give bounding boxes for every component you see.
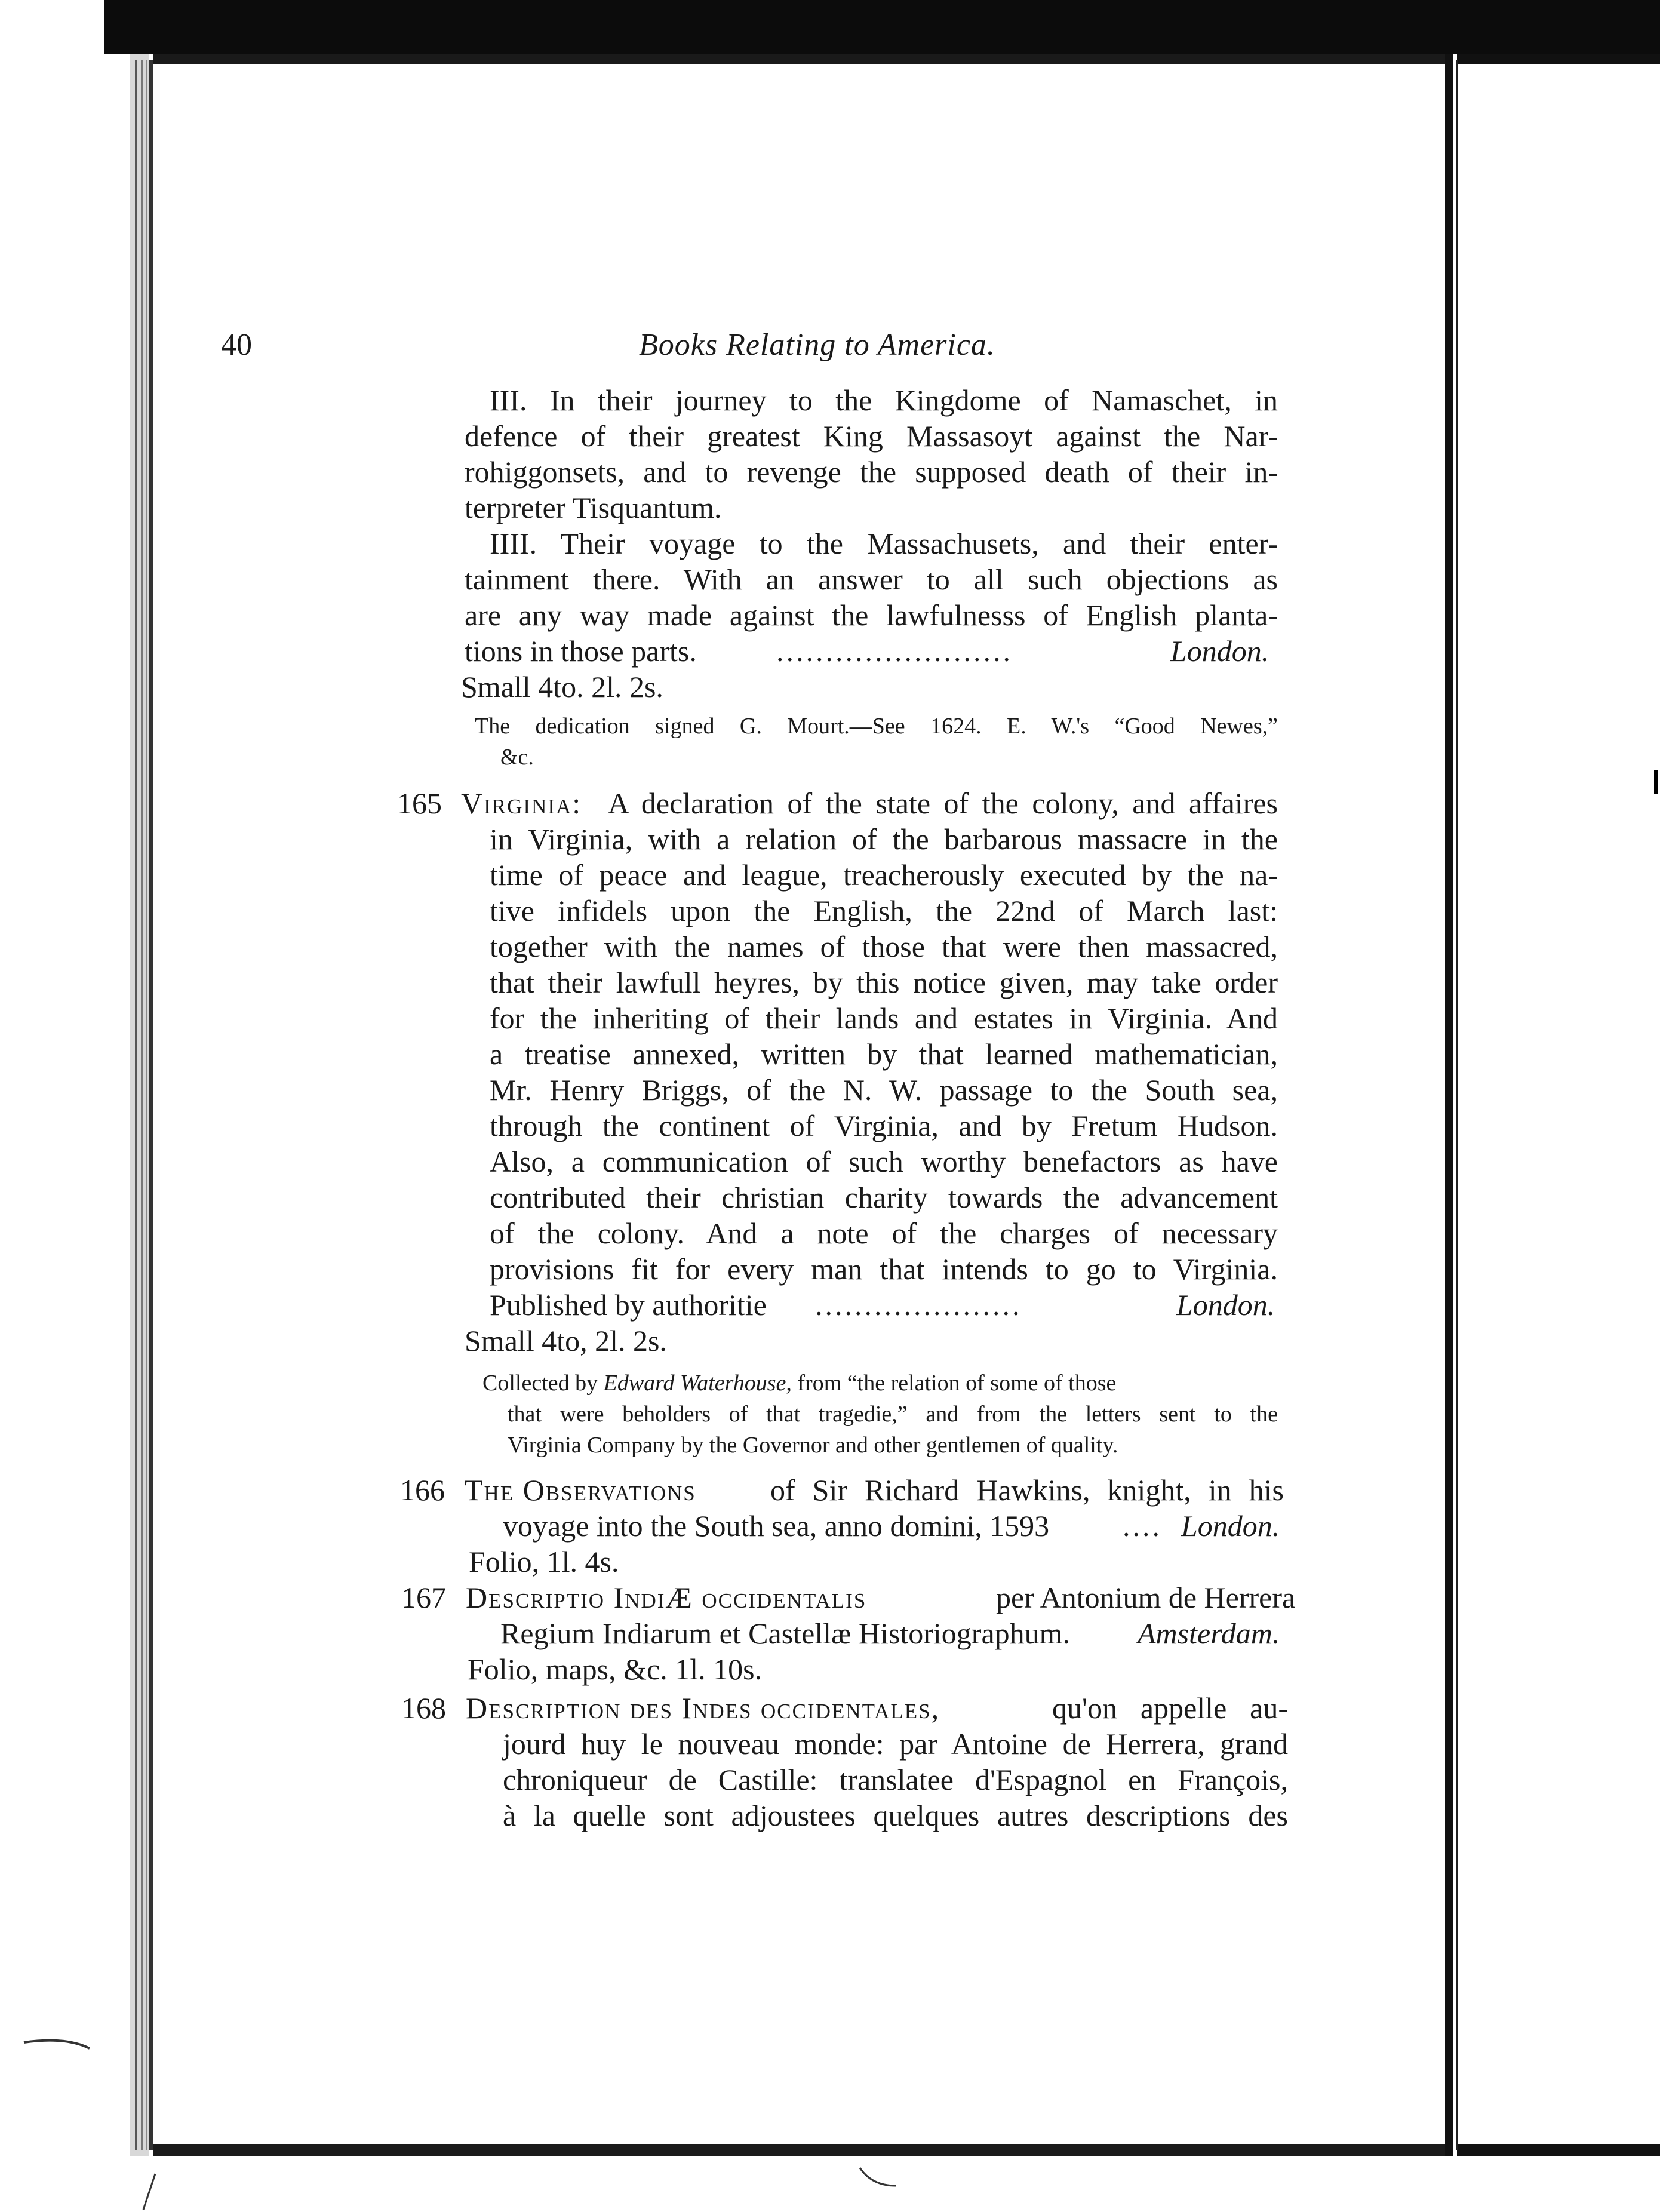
entry-head: The Observations bbox=[465, 1473, 696, 1507]
imprint-place: London. bbox=[1181, 1509, 1280, 1543]
text-line: of the colony. And a note of the charges of necessary bbox=[490, 1216, 1278, 1250]
text-line: time of peace and league, treacherously executed by the na- bbox=[490, 858, 1278, 892]
running-title: Books Relating to America. bbox=[639, 328, 995, 362]
note-line: Virginia Company by the Governor and other gentlemen of quality. bbox=[508, 1433, 1118, 1458]
text-line: together with the names of those that were then massacred, bbox=[490, 930, 1278, 963]
entry-head: Virginia: bbox=[461, 787, 582, 820]
text-line: Regium Indiarum et Castellæ Historiographum. bbox=[500, 1617, 1071, 1650]
note-prefix: Collected by bbox=[482, 1371, 598, 1396]
text-line: qu'on appelle au- bbox=[1052, 1691, 1288, 1725]
note-line: that were beholders of that tragedie,” and from the letters sent to the bbox=[508, 1402, 1278, 1427]
note-line: The dedication signed G. Mourt.—See 1624. E. W.'s “Good Newes,” bbox=[475, 714, 1278, 739]
text-line: of Sir Richard Hawkins, knight, in his bbox=[770, 1473, 1284, 1507]
format-price: Folio, maps, &c. 1l. 10s. bbox=[468, 1652, 763, 1686]
text-line: Published by authoritie bbox=[490, 1288, 767, 1322]
text-line: provisions fit for every man that intends to go to Virginia. bbox=[490, 1252, 1278, 1286]
text-line: through the continent of Virginia, and by Fretum Hudson. bbox=[490, 1109, 1278, 1142]
imprint-place: Amsterdam. bbox=[1138, 1617, 1280, 1650]
entry-head: Description des Indes occidentales, bbox=[466, 1691, 940, 1725]
leader-dots: .... bbox=[1123, 1509, 1162, 1543]
format-price: Folio, 1l. 4s. bbox=[469, 1545, 619, 1578]
text-line: for the inheriting of their lands and estates in Virginia. And bbox=[490, 1001, 1278, 1035]
note-line bbox=[482, 1368, 1278, 1399]
text-line: III. In their journey to the Kingdome of Namaschet, in bbox=[490, 383, 1278, 417]
text-line: voyage into the South sea, anno domini, 1593 bbox=[503, 1509, 1050, 1543]
text-line: à la quelle sont adjoustees quelques autres descriptions des bbox=[503, 1799, 1288, 1832]
imprint-place: London. bbox=[1176, 1288, 1275, 1322]
text-line: tive infidels upon the English, the 22nd of March last: bbox=[490, 894, 1278, 927]
text-line: a treatise annexed, written by that learned mathematician, bbox=[490, 1037, 1278, 1071]
note-name: Edward Waterhouse, bbox=[603, 1371, 792, 1396]
text-line: A declaration of the state of the colony, and affaires bbox=[608, 787, 1278, 820]
note-rest: from “the relation of some of those bbox=[797, 1371, 1117, 1396]
entry-head: Descriptio IndiÆ occidentalis bbox=[466, 1581, 867, 1614]
text-line: contributed their christian charity towards the advancement bbox=[490, 1181, 1278, 1214]
text-line: that their lawfull heyres, by this notice given, may take order bbox=[490, 966, 1278, 999]
format-price: Small 4to. 2l. 2s. bbox=[461, 670, 663, 703]
text-line: tainment there. With an answer to all such objections as bbox=[465, 563, 1278, 596]
text-line: terpreter Tisquantum. bbox=[465, 491, 722, 524]
text-line: rohiggonsets, and to revenge the supposed death of their in- bbox=[465, 455, 1278, 489]
note-line: &c. bbox=[500, 745, 534, 770]
text-line: chroniqueur de Castille: translatee d'Espagnol en François, bbox=[503, 1763, 1288, 1796]
text-line: defence of their greatest King Massasoyt against the Nar- bbox=[465, 419, 1278, 453]
text-line: Also, a communication of such worthy benefactors as have bbox=[490, 1145, 1278, 1178]
text-line: tions in those parts. bbox=[465, 634, 697, 668]
text-line: IIII. Their voyage to the Massachusets, and their enter- bbox=[490, 527, 1278, 560]
imprint-place: London. bbox=[1170, 634, 1269, 668]
text-line: in Virginia, with a relation of the barbarous massacre in the bbox=[490, 822, 1278, 856]
leader-dots: ..................... bbox=[815, 1288, 1022, 1322]
text-line: Mr. Henry Briggs, of the N. W. passage to the South sea, bbox=[490, 1073, 1278, 1107]
entry-number: 168 bbox=[401, 1691, 446, 1725]
entry-number: 166 bbox=[400, 1473, 445, 1507]
format-price: Small 4to, 2l. 2s. bbox=[465, 1324, 667, 1357]
leader-dots: ........................ bbox=[776, 634, 1013, 668]
page-number: 40 bbox=[221, 328, 252, 362]
entry-number: 165 bbox=[397, 787, 442, 820]
text-line: per Antonium de Herrera bbox=[996, 1581, 1296, 1614]
text-line: are any way made against the lawfulnesss of English planta- bbox=[465, 598, 1278, 632]
text-line: jourd huy le nouveau monde: par Antoine de Herrera, grand bbox=[503, 1727, 1288, 1761]
entry-number: 167 bbox=[401, 1581, 446, 1614]
